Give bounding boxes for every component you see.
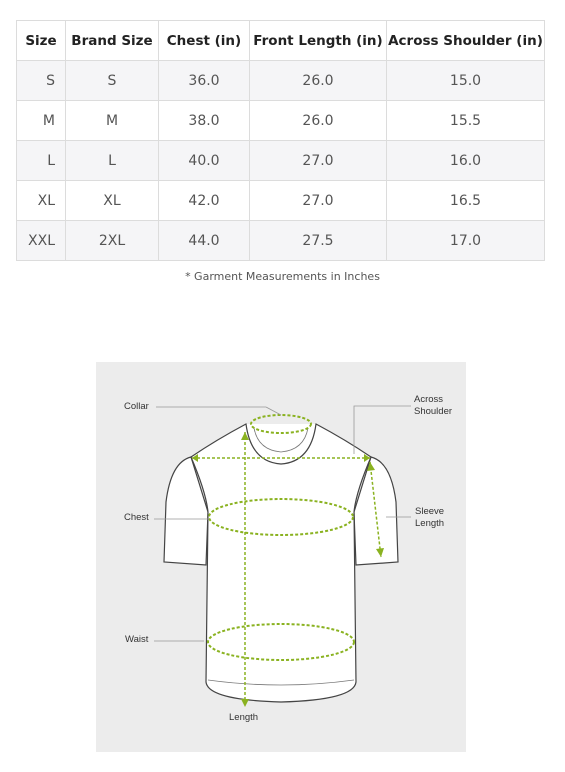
size-chart-table — [16, 20, 545, 261]
cell-chest: 42.0 — [159, 181, 250, 221]
collar-leader-tick — [266, 407, 281, 415]
table-header-row — [17, 21, 545, 61]
table-row — [17, 221, 545, 261]
length-arrow-bottom — [241, 699, 249, 707]
cell-size: XXL — [17, 221, 66, 261]
chest-label: Chest — [124, 512, 149, 523]
shoulder-leader — [354, 406, 411, 454]
table-row — [17, 181, 545, 221]
sleeve-length-label-line2: Length — [415, 518, 445, 529]
length-label: Length — [229, 712, 259, 723]
cell-chest: 38.0 — [159, 101, 250, 141]
cell-across-shoulder: 16.5 — [387, 181, 545, 221]
table-row — [17, 101, 545, 141]
cell-front-length: 27.5 — [250, 221, 387, 261]
cell-front-length: 26.0 — [250, 61, 387, 101]
tshirt-body-outline — [191, 424, 371, 702]
cell-size: XL — [17, 181, 66, 221]
across-shoulder-label-line1: Across — [414, 394, 444, 405]
cell-brand-size: M — [66, 101, 159, 141]
cell-across-shoulder: 15.5 — [387, 101, 545, 141]
sleeve-length-label-line1: Sleeve — [415, 506, 445, 517]
waist-label: Waist — [125, 634, 149, 645]
cell-front-length: 27.0 — [250, 181, 387, 221]
cell-brand-size: L — [66, 141, 159, 181]
header-across-shoulder: Across Shoulder (in) — [387, 21, 545, 61]
cell-across-shoulder: 16.0 — [387, 141, 545, 181]
cell-across-shoulder: 15.0 — [387, 61, 545, 101]
cell-front-length: 27.0 — [250, 141, 387, 181]
tshirt-measurement-diagram — [96, 362, 466, 752]
header-chest: Chest (in) — [159, 21, 250, 61]
table-row — [17, 141, 545, 181]
collar-label: Collar — [124, 401, 149, 412]
header-size: Size — [17, 21, 66, 61]
header-brand-size: Brand Size — [66, 21, 159, 61]
cell-brand-size: 2XL — [66, 221, 159, 261]
cell-chest: 44.0 — [159, 221, 250, 261]
cell-chest: 36.0 — [159, 61, 250, 101]
across-shoulder-label-line2: Shoulder — [414, 406, 453, 417]
header-front-length: Front Length (in) — [250, 21, 387, 61]
cell-front-length: 26.0 — [250, 101, 387, 141]
table-row — [17, 61, 545, 101]
measurement-note: * Garment Measurements in Inches — [185, 270, 380, 283]
cell-size: M — [17, 101, 66, 141]
tshirt-illustration — [96, 362, 466, 752]
cell-across-shoulder: 17.0 — [387, 221, 545, 261]
cell-chest: 40.0 — [159, 141, 250, 181]
cell-size: L — [17, 141, 66, 181]
cell-brand-size: S — [66, 61, 159, 101]
cell-size: S — [17, 61, 66, 101]
cell-brand-size: XL — [66, 181, 159, 221]
